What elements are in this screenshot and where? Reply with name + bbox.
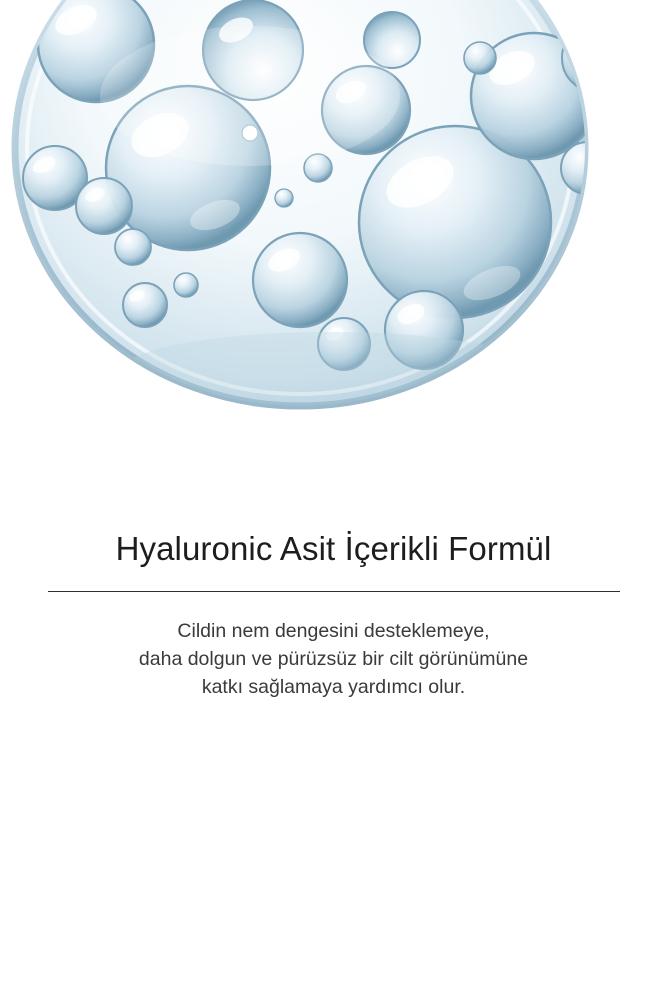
description-text bbox=[34, 618, 634, 701]
bubble bbox=[464, 42, 496, 74]
text-block bbox=[0, 528, 667, 701]
description-line-1: Cildin nem dengesini desteklemeye, bbox=[177, 620, 490, 643]
bubble bbox=[174, 273, 198, 297]
bubble bbox=[123, 283, 167, 327]
bubble bbox=[275, 189, 293, 207]
bubble bbox=[562, 24, 630, 92]
bubble bbox=[115, 229, 151, 265]
bubble bbox=[253, 233, 347, 327]
bubble bbox=[76, 178, 132, 234]
divider bbox=[48, 591, 620, 592]
page-title: Hyaluronic Asit İçerikli Formül bbox=[115, 530, 552, 567]
description-line-2: daha dolgun ve pürüzsüz bir cilt görünümüne bbox=[138, 647, 529, 670]
hero-image bbox=[0, 0, 667, 430]
serum-droplet-illustration bbox=[0, 0, 667, 430]
description-line-3: katkı sağlamaya yardımcı olur. bbox=[201, 675, 466, 698]
